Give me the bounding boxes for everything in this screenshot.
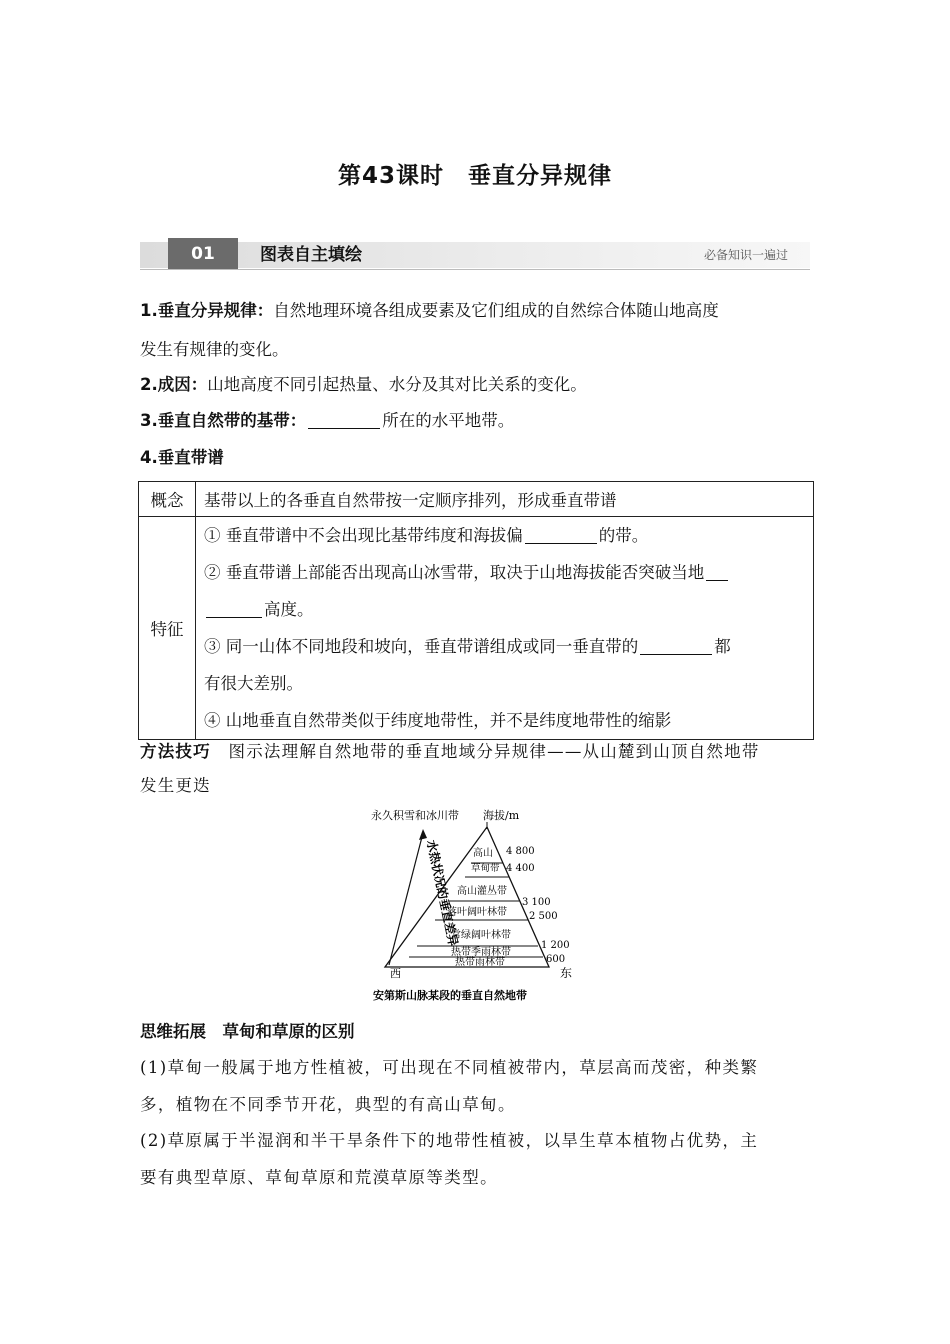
thinking-p2-b: 要有典型草原、草甸草原和荒漠草原等类型。: [140, 1168, 498, 1187]
banner-divider: [140, 269, 810, 270]
elevation-label: 4 800: [506, 846, 535, 857]
concept-value: 基带以上的各垂直自然带按一定顺序排列，形成垂直带谱: [196, 482, 814, 517]
elevation-label: 1 200: [541, 940, 570, 951]
feature-1-text-a: ① 垂直带谱中不会出现比基带纬度和海拔偏: [204, 526, 523, 545]
feature-2-text-a: ② 垂直带谱上部能否出现高山冰雪带，取决于山地海拔能否突破当地: [204, 563, 705, 582]
thinking-p1-a: (1)草甸一般属于地方性植被，可出现在不同植被带内，草层高而茂密，种类繁: [140, 1058, 759, 1077]
fill-blank[interactable]: [308, 412, 380, 429]
item-1-line-a: [140, 300, 719, 322]
method-heading: 方法技巧: [140, 742, 211, 761]
feature-value: [196, 517, 814, 740]
item-3: [140, 410, 514, 432]
west-label: 西: [390, 967, 401, 980]
item-3-text: 所在的水平地带。: [382, 411, 515, 430]
fill-blank[interactable]: [206, 601, 262, 618]
feature-3-text-b: 都: [714, 637, 731, 656]
method-line-a: [140, 741, 760, 763]
elevation-label: 600: [546, 954, 566, 965]
fill-blank[interactable]: [525, 527, 597, 544]
section-number: 01: [168, 238, 238, 270]
item-1-heading: 1.垂直分异规律：: [140, 301, 274, 320]
side-label: 水热状况的垂直差异: [424, 838, 461, 948]
figure-caption: 安第斯山脉某段的垂直自然地带: [373, 989, 527, 1002]
table-row: [139, 517, 814, 740]
feature-3-text-a: ③ 同一山体不同地段和坡向，垂直带谱组成或同一垂直带的: [204, 637, 639, 656]
band-label: 高山灌丛带: [457, 886, 507, 897]
band-label: 草甸带: [471, 863, 500, 874]
item-3-heading: 3.垂直自然带的基带：: [140, 411, 307, 430]
feature-1: [204, 517, 805, 554]
fill-blank[interactable]: [706, 564, 728, 581]
section-label: 图表自主填绘: [260, 245, 362, 265]
figure-axis-label: 海拔/m: [483, 809, 520, 822]
east-label: 东: [560, 966, 573, 980]
feature-2-text-b: 高度。: [264, 600, 314, 619]
item-2: [140, 374, 587, 396]
thinking-p2-a: (2)草原属于半湿润和半干旱条件下的地带性植被，以旱生草本植物占优势，主: [140, 1131, 759, 1150]
page-title: 第43课时 垂直分异规律: [337, 163, 612, 189]
thinking-heading-line: [140, 1021, 355, 1043]
feature-key: 特征: [139, 517, 196, 740]
method-text-b: 发生更迭: [140, 776, 211, 795]
arrow-line: [389, 833, 423, 965]
feature-3-line-b: 有很大差别。: [204, 674, 303, 693]
thinking-heading: 思维拓展: [140, 1022, 206, 1041]
elevation-label: 2 500: [529, 911, 558, 922]
band-label: 落叶阔叶林带: [447, 907, 507, 918]
arrow-head-icon: [419, 829, 427, 840]
feature-4: ④ 山地垂直自然带类似于纬度地带性，并不是纬度地带性的缩影: [204, 711, 672, 730]
item-1-text-b: 发生有规律的变化。: [140, 340, 289, 359]
band-label: 热带季雨林带: [451, 947, 511, 958]
band-spectrum-table: [138, 481, 814, 740]
section-subtitle: 必备知识一遍过: [703, 248, 788, 262]
band-label: 常绿阔叶林带: [451, 930, 511, 941]
item-2-heading: 2.成因：: [140, 375, 208, 394]
table-row: [139, 482, 814, 517]
item-4-heading: 4.垂直带谱: [140, 448, 224, 467]
feature-1-text-b: 的带。: [598, 526, 649, 545]
elevation-label: 4 400: [506, 863, 535, 874]
thinking-topic: 草甸和草原的区别: [222, 1022, 355, 1041]
item-1-text-a: 自然地理环境各组成要素及它们组成的自然综合体随山地高度: [273, 301, 719, 320]
elevation-label: 3 100: [522, 897, 551, 908]
feature-3-line-a: [204, 628, 805, 665]
concept-key: 概念: [139, 482, 196, 517]
band-label: 热带雨林带: [455, 957, 505, 968]
vertical-zonation-figure: [365, 805, 595, 1010]
section-banner: [140, 238, 810, 270]
thinking-p1-b: 多，植物在不同季节开花，典型的有高山草甸。: [140, 1095, 516, 1114]
item-2-text: 山地高度不同引起热量、水分及其对比关系的变化。: [207, 375, 587, 394]
feature-2-line-b: [204, 591, 805, 628]
band-label: 高山: [473, 848, 493, 859]
method-text-a: 图示法理解自然地带的垂直地域分异规律——从山麓到山顶自然地带: [228, 742, 760, 761]
feature-2-line-a: [204, 554, 805, 591]
figure-top-label: 永久积雪和冰川带: [371, 809, 459, 822]
fill-blank[interactable]: [640, 638, 712, 655]
